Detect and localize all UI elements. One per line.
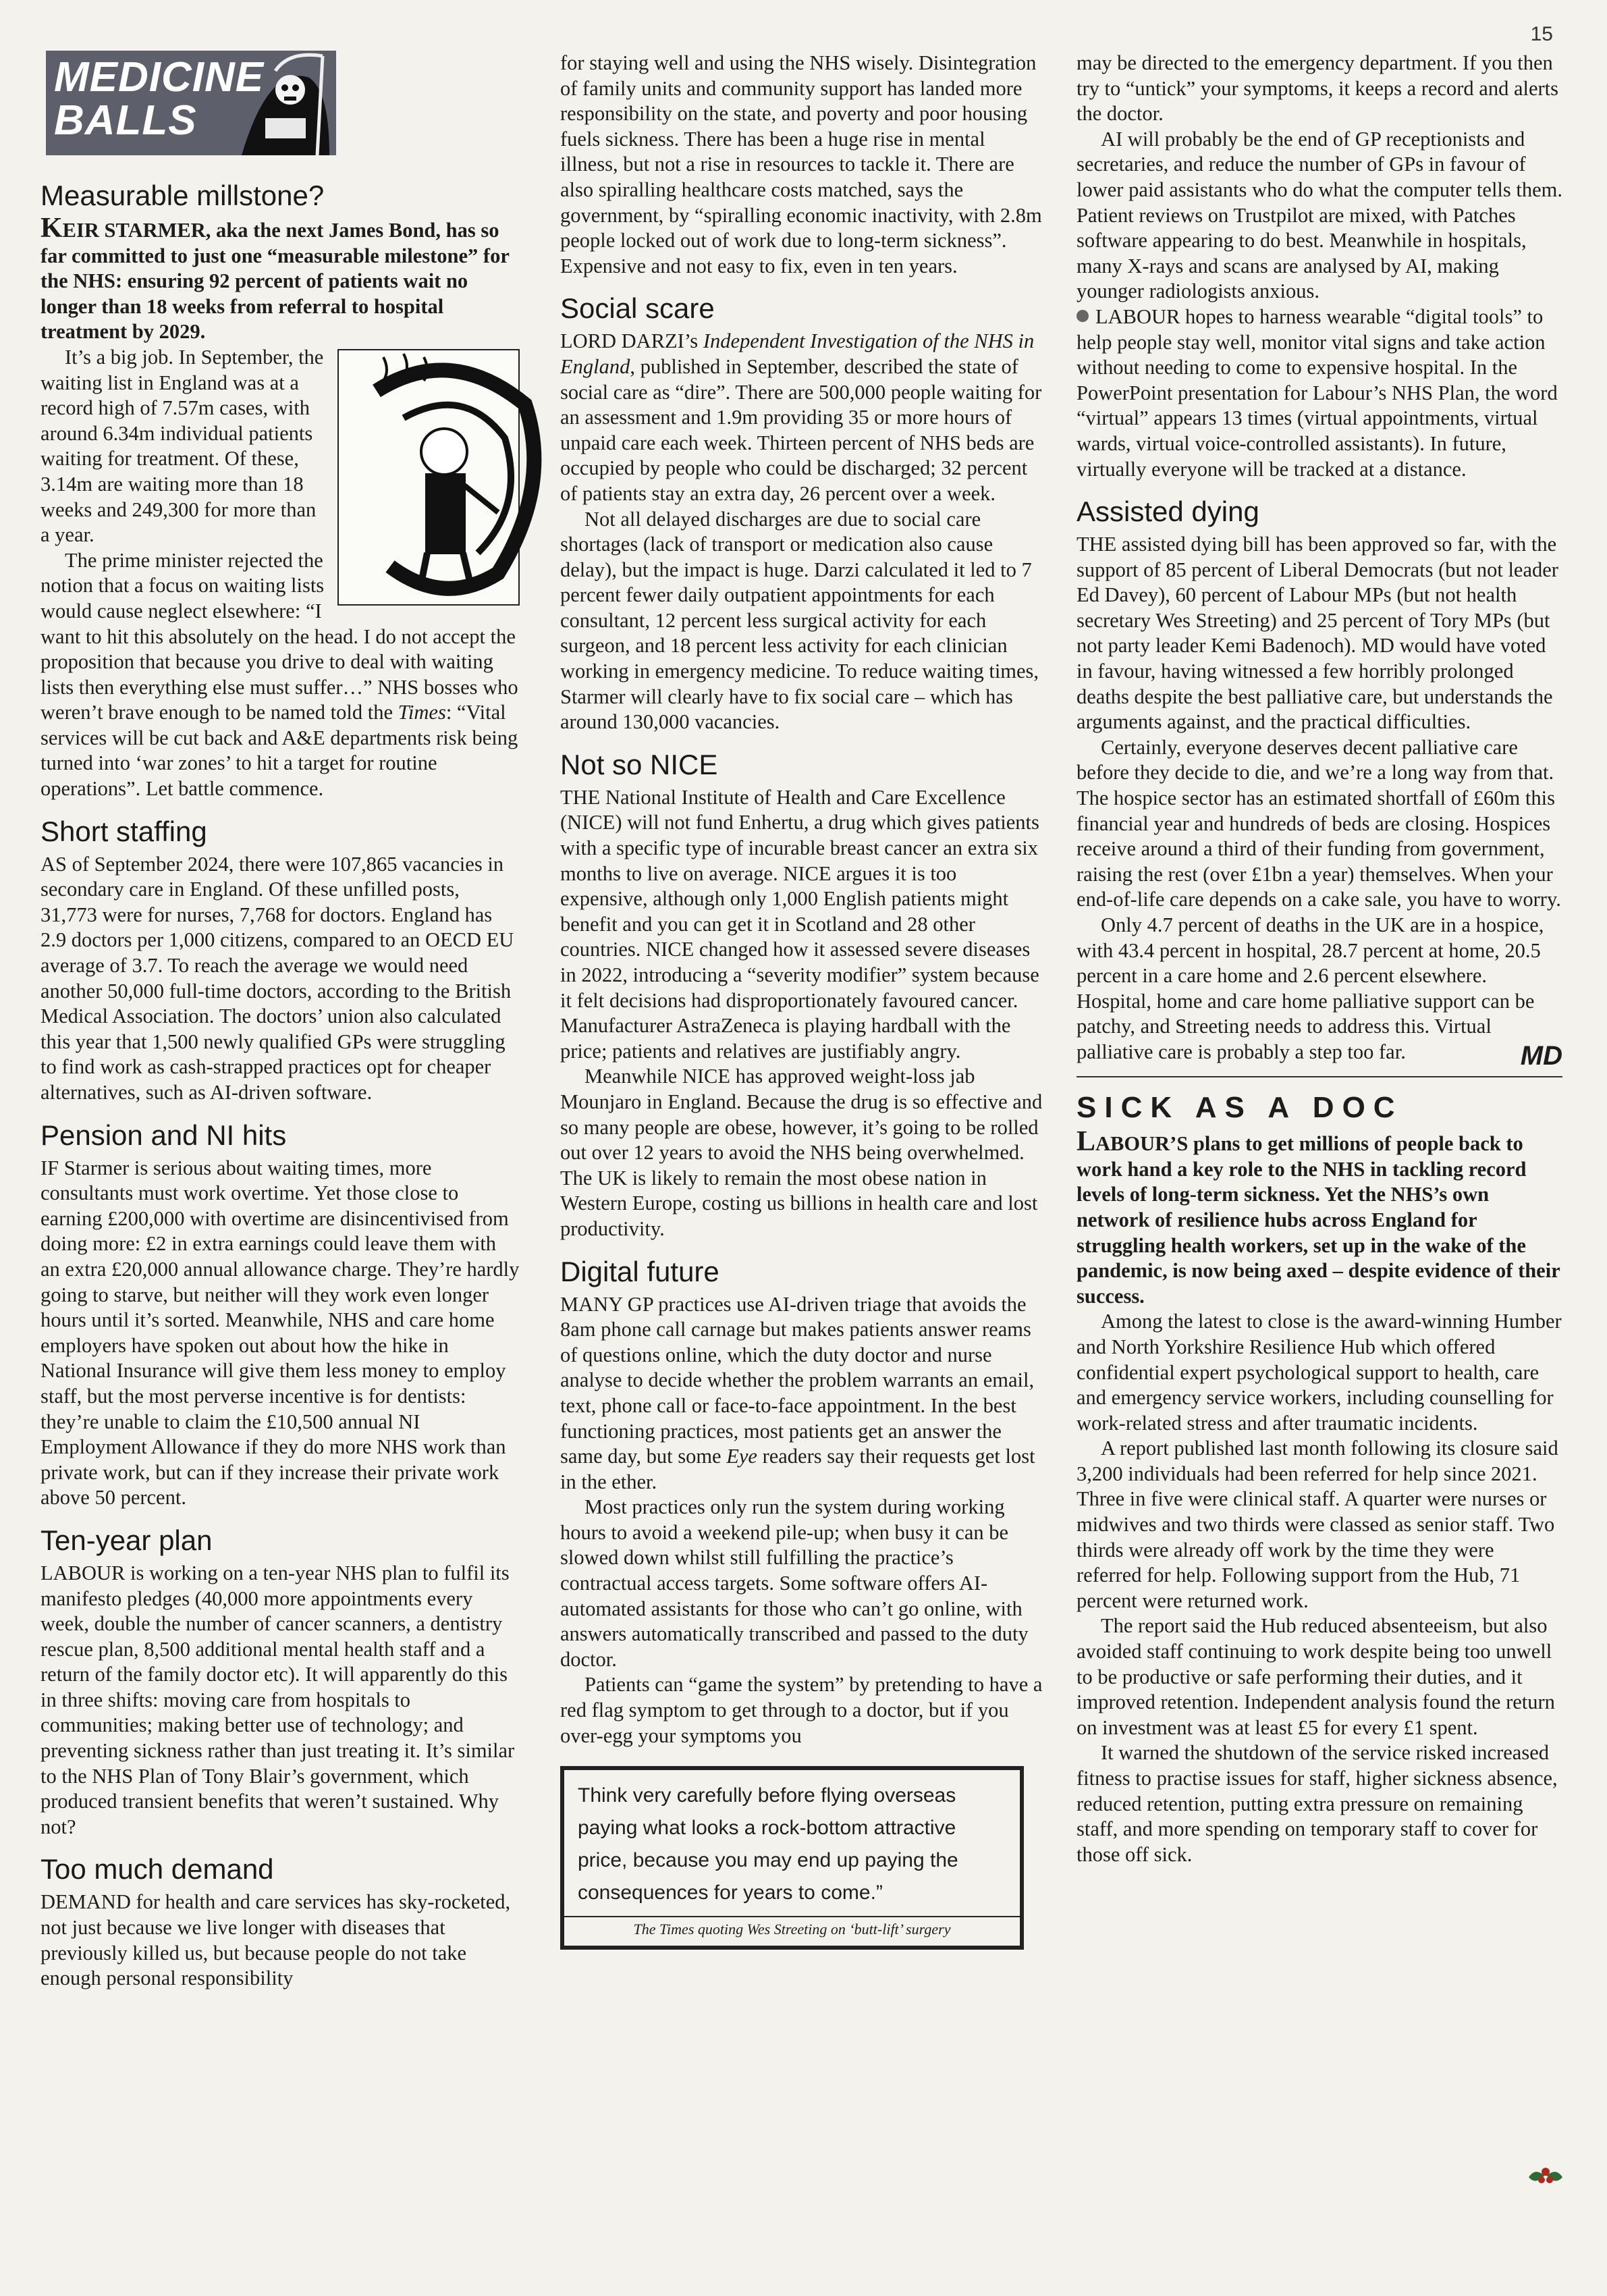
paragraph: Most practices only run the system during working hours to avoid a weekend pile-up; when busy it can be slowed down whilst still fulfilling the practice’s contractual access targets. Some software offers AI-automated assistants for those who can’t go online, with answers automatically transcribed and passed to the duty doctor. — [560, 1495, 1029, 1671]
section-title-measurable-millstone: Measurable millstone? — [40, 180, 325, 211]
holly-icon — [1525, 2157, 1566, 2197]
paragraph: may be directed to the emergency department. If you then try to “untick” your symptoms, it keeps a record and alerts the doctor. — [1077, 51, 1559, 126]
section-title-digital-future: Digital future — [560, 1255, 719, 1287]
paragraph: The report said the Hub reduced absenteeism, but also avoided staff continuing to work despite being too unwell to be productive or safe performing their duties, and it improved retention. Independent analysis found the return on investment was at least £5 for every £1 spent. — [1077, 1614, 1555, 1739]
cartoon-illustration — [337, 349, 520, 606]
column-1 — [40, 51, 520, 1992]
lead-paragraph: LABOUR’S plans to get millions of people back to work hand a key role to the NHS in tackling record levels of long-term sickness. Yet the NHS’s own network of resilience hubs across England for struggling health workers, set up in the wake of the pandemic, is now being axed – despite evidence of their success. — [1077, 1126, 1560, 1308]
section-title-assisted-dying: Assisted dying — [1077, 496, 1259, 528]
paragraph: LABOUR is working on a ten-year NHS plan to fulfil its manifesto pledges (40,000 more appointments every week, double the number of cancer scanners, a dentistry rescue plan, 8,500 additional mental health staff and a return of the family doctor etc). It will apparently do this in three shifts: moving care from hospitals to communities; making better use of technology; and preventing sickness rather than just treating it. It’s similar to the NHS Plan of Tony Blair’s government, which produced transient benefits that weren’t sustained. Why not? — [40, 1561, 515, 1838]
paragraph: Not all delayed discharges are due to social care shortages (lack of transport or medication also cause delay), but the impact is huge. Darzi calculated it led to 7 percent fewer daily outpatient appointments for each consultant, 12 percent less surgical activity for each surgeon, and 18 percent less activity for each clinician working in emergency medicine. To reduce waiting times, Starmer will clearly have to fix social care – which has around 130,000 vacancies. — [560, 507, 1039, 734]
paragraph: THE assisted dying bill has been approved so far, with the support of 85 percent of Liberal Democrats (but not leader Ed Davey), 60 percent of Labour MPs (but not health secretary Wes Streeting) and 25 percent of Tory MPs (but not party leader Kemi Badenoch). MD would have voted in favour, having witnessed a few horribly prolonged deaths despite the best palliative care, but understands the arguments against, and the practical difficulties. — [1077, 533, 1558, 734]
paragraph: Meanwhile NICE has approved weight-loss jab Mounjaro in England. Because the drug is so effective and so many people are obese, however, it’s going to be rolled out over 12 years to avoid the NHS being overwhelmed. The UK is likely to remain the most obese nation in Western Europe, costing us billions in health care and lost productivity. — [560, 1065, 1043, 1240]
divider — [1077, 1076, 1562, 1077]
paragraph: LABOUR hopes to harness wearable “digital tools” to help people stay well, monitor vital signs and take action without needing to come to expensive hospital. In the PowerPoint presentation for Labour’s NHS Plan, the word “virtual” appears 13 times (virtual appointments, virtual wards, virtual voice-controlled assistants). In future, virtually everyone will be tracked at a distance. — [1077, 304, 1558, 481]
page-number: 15 — [1530, 23, 1553, 45]
paragraph: Only 4.7 percent of deaths in the UK are in a hospice, with 43.4 percent in hospital, 28.7 percent at home, 20.5 percent in a care home and 2.6 percent elsewhere. Hospital, home and care home palliative support can be patchy, and Streeting needs to address this. Virtual palliative care is probably a step too far. — [1077, 913, 1544, 1063]
grim-reaper-icon — [228, 51, 336, 155]
paragraph: Among the latest to close is the award-winning Humber and North Yorkshire Resilience Hub which offered confidential expert psychological support to health, care and emergency service workers, including counselling for work-related stress and after traumatic incidents. — [1077, 1310, 1562, 1435]
paragraph: for staying well and using the NHS wisely. Disintegration of family units and community support has landed more responsibility on the state, and poverty and poor housing fuels sickness. There has been a huge rise in mental illness, but not a rise in resources to tackle it. There are also spiralling healthcare costs matched, says the government, by “spiralling economic inactivity, with 2.8m people locked out of work due to long-term sickness”. Expensive and not easy to fix, even in ten years. — [560, 51, 1042, 277]
paragraph: Certainly, everyone deserves decent palliative care before they decide to die, and we’re a long way from that. The hospice sector has an estimated shortfall of £60m this financial year and hundreds of beds are closing. Hospices receive around a third of their funding from government, raising the rest (over £1bn a year) themselves. When your end-of-life care depends on a cake sale, you have to worry. — [1077, 735, 1561, 911]
section-title-social-scare: Social scare — [560, 292, 715, 325]
section-title-ten-year-plan: Ten-year plan — [40, 1524, 213, 1556]
pull-quote-text: Think very carefully before flying overseas paying what looks a rock-bottom attractive price, because you may end up paying the consequences for years to come.” — [578, 1784, 958, 1904]
column-2 — [560, 51, 1046, 1950]
paragraph: It warned the shutdown of the service risked increased fitness to practise issues for staff, higher sickness absence, reduced retention, putting extra pressure on remaining staff, and more spending on temporary staff to cover for those off sick. — [1077, 1741, 1558, 1866]
paragraph: DEMAND for health and care services has sky-rocketed, not just because we live longer with diseases that previously killed us, but because people do not take enough personal responsibility — [40, 1890, 511, 1990]
masthead-logo — [46, 51, 336, 155]
lead-paragraph: KEIR STARMER, aka the next James Bond, has so far committed to just one “measurable milestone” for the NHS: ensuring 92 percent of patients wait no longer than 18 weeks from referral to hospital treatment by 2029. — [40, 213, 510, 344]
paragraph: A report published last month following its closure said 3,200 individuals had been referred for help since 2021. Three in five were clinical staff. A quarter were nurses or midwives and two thirds were classed as senior staff. Two thirds were already off work by the time they were referred for help. Following support from the Hub, 71 percent were returned work. — [1077, 1437, 1558, 1612]
paragraph: The prime minister rejected the notion that a focus on waiting lists would cause neglect elsewhere: “I want to hit this absolutely on the head. I do not accept the proposition that because you drive to deal with waiting lists then everything else must suffer…” NHS bosses who weren’t brave enough to be named told the Times: “Vital services will be cut back and A&E departments risk being turned into ‘war zones’ to hit a target for routine operations”. Let battle commence. — [40, 548, 518, 801]
section-title-short-staffing: Short staffing — [40, 815, 207, 847]
masthead-line-1: MEDICINE — [54, 54, 265, 101]
paragraph: It’s a big job. In September, the waiting list in England was at a record high of 7.57m cases, with around 6.34m individual patients waiting for treatment. Of these, 3.14m are waiting more than 18 weeks and 249,300 for more than a year. — [40, 345, 520, 548]
bullet-icon — [1077, 310, 1089, 322]
paragraph: THE National Institute of Health and Care Excellence (NICE) will not fund Enhertu, a drug which gives patients with a specific type of incurable breast cancer an extra six months to live on average. NICE argues it is too expensive, although only 1,000 English patients might benefit and you can get it in Scotland and 28 other countries. NICE changed how it assessed severe diseases in 2022, introducing a “severity modifier” system because it felt decisions had disproportionately favoured cancer. Manufacturer AstraZeneca is playing hardball with the price; patients and relatives are justifiably angry. — [560, 785, 1039, 1063]
drop-cap: K — [40, 213, 63, 244]
paragraph: AI will probably be the end of GP receptionists and secretaries, and reduce the number of GPs in favour of lower paid assistants who do what the computer tells them. Patient reviews on Trustpilot are mixed, with Patches software appearing to do best. Meanwhile in hospitals, many X-rays and scans are analysed by AI, making younger radiologists anxious. — [1077, 127, 1562, 303]
paragraph: AS of September 2024, there were 107,865 vacancies in secondary care in England. Of these unfilled posts, 31,773 were for nurses, 7,768 for doctors. England has 2.9 doctors per 1,000 citizens, compared to an OECD EU average of 3.7. To reach the average we would need another 50,000 full-time doctors, according to the British Medical Association. The doctors’ union also calculated this year that 1,500 newly qualified GPs were struggling to find work as cash-strapped practices opt for cheaper alternatives, such as AI-driven software. — [40, 852, 514, 1104]
paragraph: IF Starmer is serious about waiting times, more consultants must work overtime. Yet those close to earning £200,000 with overtime are disincentivised from doing more: £2 in extra earnings could leave them with an extra £20,000 annual allowance charge. They’re hardly going to starve, but neither will they work even longer hours until it’s sorted. Meanwhile, NHS and care home employers have spoken out about how the hike in National Insurance will give them less money to employ staff, but the most perverse incentive is for dentists: they’re unable to claim the £10,500 annual NI Employment Allowance if they do more NHS work than private work, but can if they increase their private work above 50 percent. — [40, 1156, 520, 1510]
section-title-not-so-nice: Not so NICE — [560, 748, 718, 780]
paragraph: MANY GP practices use AI-driven triage that avoids the 8am phone call carnage but makes patients answer reams of questions online, which the duty doctor and nurse analyse to decide whether the problem warrants an email, text, phone call or face-to-face appointment. In the best functioning practices, most patients get an answer the same day, but some Eye readers say their requests get lost in the ether. — [560, 1292, 1035, 1493]
pull-quote-credit: The Times quoting Wes Streeting on ‘butt-lift’ surgery — [564, 1916, 1020, 1942]
masthead-line-2: BALLS — [54, 97, 197, 144]
column-3 — [1077, 51, 1562, 1867]
paragraph: Patients can “game the system” by pretending to have a red flag symptom to get through to a doctor, but if you over-egg your symptoms you — [560, 1673, 1043, 1747]
section-title-sick-as-a-doc: SICK AS A DOC — [1077, 1090, 1403, 1124]
section-title-pension-ni: Pension and NI hits — [40, 1119, 287, 1151]
section-title-too-much-demand: Too much demand — [40, 1853, 274, 1886]
paragraph: LORD DARZI’s Independent Investigation of the NHS in England, published in September, described the state of social care as “dire”. There are 500,000 people waiting for an assessment and 1.9m providing 35 or more hours of unpaid care each week. Thirteen percent of NHS beds are occupied by people who could be discharged; 32 percent of patients stay an extra day, 26 percent over a week. — [560, 329, 1042, 505]
drop-cap: L — [1077, 1126, 1096, 1158]
pull-quote-box — [560, 1766, 1024, 1950]
author-signature: MD — [1520, 1040, 1562, 1071]
